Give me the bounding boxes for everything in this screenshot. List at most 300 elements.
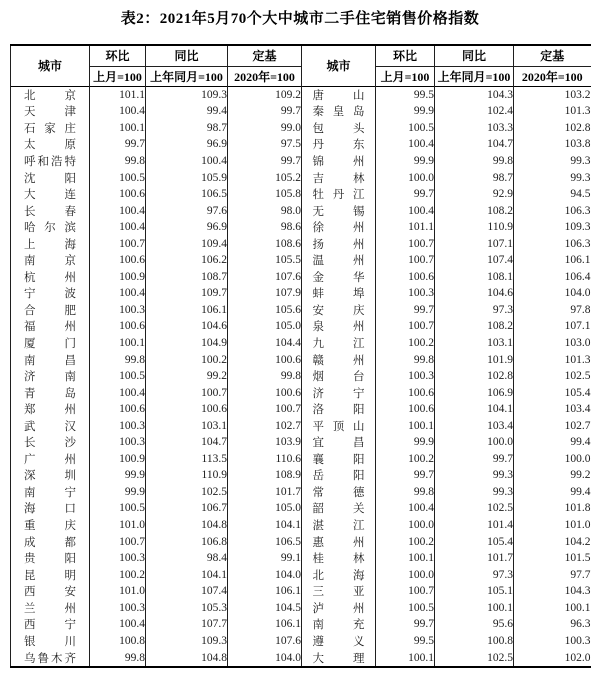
base-value-left: 102.7 [228, 417, 302, 434]
yoy-value-right: 107.4 [435, 252, 514, 269]
mom-value-left: 99.9 [90, 467, 146, 484]
table-header [11, 45, 591, 86]
city-cell-right [302, 500, 376, 517]
yoy-value-left: 96.9 [146, 219, 228, 236]
city-name: 西宁 [24, 619, 76, 632]
mom-value-left: 101.0 [90, 583, 146, 600]
city-name: 安庆 [312, 304, 365, 317]
city-name: 大连 [24, 189, 76, 202]
mom-value-left: 101.1 [90, 86, 146, 103]
base-value-right: 99.4 [514, 484, 591, 501]
mom-value-right: 99.9 [376, 103, 435, 120]
city-cell-left [11, 351, 90, 368]
col-subheader-base-left: 2020年=100 [228, 66, 302, 86]
mom-value-right: 99.7 [376, 186, 435, 203]
city-name: 包头 [312, 122, 365, 135]
base-value-right: 102.8 [514, 120, 591, 137]
yoy-value-right: 99.3 [435, 467, 514, 484]
city-name: 牡丹江 [312, 189, 365, 202]
yoy-value-left: 100.6 [146, 401, 228, 418]
mom-value-left: 100.1 [90, 335, 146, 352]
table-row [11, 434, 591, 451]
table-row [11, 103, 591, 120]
table-row [11, 202, 591, 219]
yoy-value-left: 106.1 [146, 302, 228, 319]
city-name: 秦皇岛 [312, 106, 365, 119]
city-name: 济南 [24, 371, 76, 384]
base-value-left: 105.0 [228, 318, 302, 335]
col-subheader-yoy-right: 上年同月=100 [435, 66, 514, 86]
base-value-left: 110.6 [228, 451, 302, 468]
table-row [11, 533, 591, 550]
city-cell-right [302, 417, 376, 434]
yoy-value-left: 108.7 [146, 269, 228, 286]
table-row [11, 517, 591, 534]
mom-value-right: 100.4 [376, 202, 435, 219]
city-name: 九江 [312, 337, 365, 350]
mom-value-left: 100.4 [90, 219, 146, 236]
city-name: 唐山 [312, 89, 365, 102]
base-value-left: 100.6 [228, 384, 302, 401]
base-value-left: 105.8 [228, 186, 302, 203]
city-cell-right [302, 169, 376, 186]
col-header-city-left: 城市 [11, 45, 90, 86]
table-row [11, 649, 591, 667]
city-cell-right [302, 120, 376, 137]
base-value-left: 103.9 [228, 434, 302, 451]
city-cell-right [302, 335, 376, 352]
table-row [11, 235, 591, 252]
city-name: 锦州 [312, 155, 365, 168]
yoy-value-right: 99.7 [435, 451, 514, 468]
base-value-left: 104.4 [228, 335, 302, 352]
yoy-value-right: 101.9 [435, 351, 514, 368]
city-cell-left [11, 583, 90, 600]
table-row [11, 417, 591, 434]
yoy-value-left: 100.4 [146, 153, 228, 170]
base-value-right: 102.7 [514, 417, 591, 434]
mom-value-right: 99.9 [376, 153, 435, 170]
base-value-right: 101.8 [514, 500, 591, 517]
city-cell-left [11, 566, 90, 583]
city-cell-right [302, 467, 376, 484]
yoy-value-left: 110.9 [146, 467, 228, 484]
table-row [11, 186, 591, 203]
city-cell-left [11, 467, 90, 484]
mom-value-right: 100.4 [376, 136, 435, 153]
city-cell-left [11, 120, 90, 137]
yoy-value-left: 104.8 [146, 649, 228, 667]
mom-value-right: 100.7 [376, 235, 435, 252]
city-cell-right [302, 368, 376, 385]
yoy-value-right: 100.8 [435, 633, 514, 650]
yoy-value-right: 108.1 [435, 269, 514, 286]
table-row [11, 335, 591, 352]
yoy-value-right: 100.0 [435, 434, 514, 451]
col-header-city-right: 城市 [302, 45, 376, 86]
city-cell-right [302, 633, 376, 650]
yoy-value-right: 101.7 [435, 550, 514, 567]
mom-value-right: 100.0 [376, 517, 435, 534]
city-name: 石家庄 [24, 122, 76, 135]
city-cell-right [302, 302, 376, 319]
base-value-right: 104.2 [514, 533, 591, 550]
mom-value-right: 101.1 [376, 219, 435, 236]
mom-value-left: 100.6 [90, 252, 146, 269]
table-row [11, 252, 591, 269]
city-name: 郑州 [24, 404, 76, 417]
city-cell-right [302, 384, 376, 401]
city-name: 桂林 [312, 553, 365, 566]
table-row [11, 269, 591, 286]
table-row [11, 384, 591, 401]
base-value-left: 97.5 [228, 136, 302, 153]
city-name: 武汉 [24, 420, 76, 433]
yoy-value-right: 102.5 [435, 500, 514, 517]
yoy-value-right: 97.3 [435, 302, 514, 319]
city-cell-right [302, 103, 376, 120]
base-value-right: 103.8 [514, 136, 591, 153]
table-row [11, 550, 591, 567]
base-value-left: 99.7 [228, 103, 302, 120]
yoy-value-right: 98.7 [435, 169, 514, 186]
page-title: 表2：2021年5月70个大中城市二手住宅销售价格指数 [120, 11, 480, 27]
yoy-value-right: 92.9 [435, 186, 514, 203]
table-row [11, 368, 591, 385]
city-cell-right [302, 235, 376, 252]
base-value-left: 108.9 [228, 467, 302, 484]
yoy-value-right: 102.8 [435, 368, 514, 385]
city-cell-right [302, 649, 376, 667]
base-value-right: 103.4 [514, 401, 591, 418]
base-value-left: 100.6 [228, 351, 302, 368]
base-value-right: 99.3 [514, 169, 591, 186]
mom-value-left: 100.4 [90, 384, 146, 401]
mom-value-left: 100.7 [90, 533, 146, 550]
city-cell-left [11, 153, 90, 170]
base-value-left: 104.0 [228, 566, 302, 583]
mom-value-left: 99.8 [90, 351, 146, 368]
mom-value-left: 100.7 [90, 235, 146, 252]
base-value-right: 101.3 [514, 351, 591, 368]
mom-value-right: 100.0 [376, 566, 435, 583]
base-value-left: 105.6 [228, 302, 302, 319]
city-name: 西安 [24, 586, 76, 599]
base-value-left: 108.6 [228, 235, 302, 252]
base-value-right: 106.4 [514, 269, 591, 286]
yoy-value-right: 108.2 [435, 318, 514, 335]
base-value-right: 97.8 [514, 302, 591, 319]
yoy-value-right: 95.6 [435, 616, 514, 633]
table-body [11, 86, 591, 667]
city-name: 厦门 [24, 337, 76, 350]
mom-value-left: 100.3 [90, 417, 146, 434]
mom-value-right: 99.5 [376, 86, 435, 103]
yoy-value-left: 99.4 [146, 103, 228, 120]
city-name: 昆明 [24, 569, 76, 582]
yoy-value-left: 97.6 [146, 202, 228, 219]
yoy-value-left: 103.1 [146, 417, 228, 434]
base-value-left: 101.7 [228, 484, 302, 501]
table-row [11, 169, 591, 186]
base-value-left: 106.1 [228, 616, 302, 633]
col-subheader-mom-right: 上月=100 [376, 66, 435, 86]
city-name: 海口 [24, 503, 76, 516]
city-name: 上海 [24, 238, 76, 251]
table-row [11, 467, 591, 484]
city-cell-left [11, 302, 90, 319]
mom-value-right: 100.6 [376, 401, 435, 418]
base-value-right: 106.1 [514, 252, 591, 269]
city-name: 岳阳 [312, 470, 365, 483]
city-name: 太原 [24, 139, 76, 152]
city-name: 济宁 [312, 387, 365, 400]
base-value-right: 97.7 [514, 566, 591, 583]
city-cell-left [11, 401, 90, 418]
city-cell-left [11, 169, 90, 186]
city-cell-right [302, 550, 376, 567]
base-value-right: 102.5 [514, 368, 591, 385]
city-cell-left [11, 235, 90, 252]
city-name: 惠州 [312, 536, 365, 549]
yoy-value-right: 100.1 [435, 599, 514, 616]
mom-value-left: 99.8 [90, 153, 146, 170]
yoy-value-left: 100.7 [146, 384, 228, 401]
city-cell-left [11, 649, 90, 667]
city-cell-right [302, 616, 376, 633]
base-value-right: 100.1 [514, 599, 591, 616]
base-value-left: 99.1 [228, 550, 302, 567]
mom-value-left: 100.4 [90, 202, 146, 219]
base-value-right: 96.3 [514, 616, 591, 633]
mom-value-right: 100.5 [376, 120, 435, 137]
mom-value-right: 100.7 [376, 318, 435, 335]
mom-value-left: 100.5 [90, 500, 146, 517]
base-value-right: 103.2 [514, 86, 591, 103]
city-cell-right [302, 434, 376, 451]
mom-value-left: 100.6 [90, 186, 146, 203]
city-name: 泸州 [312, 602, 365, 615]
table-row [11, 153, 591, 170]
table-row [11, 451, 591, 468]
col-header-yoy-right: 同比 [435, 45, 514, 66]
city-name: 湛江 [312, 520, 365, 532]
mom-value-right: 100.3 [376, 368, 435, 385]
yoy-value-left: 104.1 [146, 566, 228, 583]
city-cell-right [302, 318, 376, 335]
base-value-left: 98.0 [228, 202, 302, 219]
yoy-value-left: 104.9 [146, 335, 228, 352]
city-cell-left [11, 86, 90, 103]
city-name: 广州 [24, 453, 76, 466]
mom-value-right: 100.4 [376, 500, 435, 517]
yoy-value-left: 104.8 [146, 517, 228, 534]
mom-value-right: 100.0 [376, 169, 435, 186]
city-cell-right [302, 202, 376, 219]
yoy-value-right: 108.2 [435, 202, 514, 219]
base-value-left: 104.1 [228, 517, 302, 534]
mom-value-right: 100.2 [376, 335, 435, 352]
city-name: 赣州 [312, 354, 365, 367]
yoy-value-left: 100.2 [146, 351, 228, 368]
mom-value-left: 100.3 [90, 550, 146, 567]
city-cell-right [302, 599, 376, 616]
city-cell-right [302, 285, 376, 302]
city-name: 常德 [312, 486, 365, 499]
base-value-right: 99.3 [514, 153, 591, 170]
mom-value-right: 99.8 [376, 351, 435, 368]
table-row [11, 86, 591, 103]
city-name: 三亚 [312, 586, 365, 599]
city-name: 北海 [312, 569, 365, 582]
yoy-value-right: 104.3 [435, 86, 514, 103]
table-row [11, 302, 591, 319]
mom-value-right: 99.8 [376, 484, 435, 501]
city-cell-left [11, 269, 90, 286]
base-value-left: 100.7 [228, 401, 302, 418]
col-header-mom-left: 环比 [90, 45, 146, 66]
city-cell-right [302, 252, 376, 269]
table-row [11, 351, 591, 368]
city-cell-right [302, 351, 376, 368]
city-cell-left [11, 384, 90, 401]
city-name: 沈阳 [24, 172, 76, 185]
city-cell-right [302, 484, 376, 501]
mom-value-left: 100.9 [90, 451, 146, 468]
city-name: 遵义 [312, 635, 365, 648]
mom-value-right: 99.7 [376, 467, 435, 484]
base-value-right: 103.0 [514, 335, 591, 352]
base-value-right: 104.3 [514, 583, 591, 600]
base-value-right: 99.2 [514, 467, 591, 484]
yoy-value-right: 104.7 [435, 136, 514, 153]
base-value-left: 106.5 [228, 533, 302, 550]
city-cell-left [11, 368, 90, 385]
table-row [11, 318, 591, 335]
city-name: 洛阳 [312, 404, 365, 417]
mom-value-right: 100.5 [376, 599, 435, 616]
city-cell-left [11, 533, 90, 550]
mom-value-left: 100.3 [90, 302, 146, 319]
price-index-table [10, 44, 591, 668]
base-value-left: 107.6 [228, 633, 302, 650]
yoy-value-left: 105.9 [146, 169, 228, 186]
city-cell-left [11, 550, 90, 567]
col-header-yoy-left: 同比 [146, 45, 228, 66]
city-name: 哈尔滨 [24, 222, 76, 235]
mom-value-left: 100.2 [90, 566, 146, 583]
mom-value-right: 100.1 [376, 550, 435, 567]
city-cell-left [11, 335, 90, 352]
city-name: 南宁 [24, 486, 76, 499]
base-value-right: 100.3 [514, 633, 591, 650]
yoy-value-left: 106.5 [146, 186, 228, 203]
yoy-value-right: 105.4 [435, 533, 514, 550]
table-row [11, 500, 591, 517]
city-name: 银川 [24, 635, 76, 648]
city-cell-right [302, 451, 376, 468]
yoy-value-left: 96.9 [146, 136, 228, 153]
base-value-left: 109.2 [228, 86, 302, 103]
city-name: 青岛 [24, 387, 76, 400]
city-name: 成都 [24, 536, 76, 549]
table-row [11, 583, 591, 600]
city-name: 福州 [24, 321, 76, 334]
mom-value-left: 100.4 [90, 103, 146, 120]
city-cell-right [302, 86, 376, 103]
city-name: 无锡 [312, 205, 365, 218]
city-cell-right [302, 269, 376, 286]
city-name: 合肥 [24, 304, 76, 317]
city-cell-right [302, 583, 376, 600]
yoy-value-left: 109.4 [146, 235, 228, 252]
yoy-value-left: 104.7 [146, 434, 228, 451]
city-name: 南昌 [24, 354, 76, 367]
yoy-value-right: 106.9 [435, 384, 514, 401]
table-row [11, 136, 591, 153]
city-cell-left [11, 633, 90, 650]
base-value-right: 107.1 [514, 318, 591, 335]
table-row [11, 219, 591, 236]
city-name: 长沙 [24, 437, 76, 450]
table-row [11, 401, 591, 418]
base-value-right: 106.3 [514, 235, 591, 252]
city-name: 丹东 [312, 139, 365, 152]
table-row [11, 616, 591, 633]
city-cell-left [11, 434, 90, 451]
yoy-value-left: 99.2 [146, 368, 228, 385]
table-row [11, 285, 591, 302]
base-value-right: 102.0 [514, 649, 591, 667]
city-name: 吉林 [312, 172, 365, 185]
col-subheader-mom-left: 上月=100 [90, 66, 146, 86]
yoy-value-left: 107.4 [146, 583, 228, 600]
city-cell-left [11, 517, 90, 534]
city-name: 韶关 [312, 503, 365, 516]
yoy-value-left: 109.7 [146, 285, 228, 302]
mom-value-right: 100.7 [376, 252, 435, 269]
city-name: 南充 [312, 619, 365, 632]
mom-value-left: 99.7 [90, 136, 146, 153]
yoy-value-right: 103.3 [435, 120, 514, 137]
base-value-left: 106.1 [228, 583, 302, 600]
city-cell-left [11, 417, 90, 434]
mom-value-left: 100.8 [90, 633, 146, 650]
base-value-right: 99.4 [514, 434, 591, 451]
city-name: 南京 [24, 255, 76, 268]
city-name: 乌鲁木齐 [24, 652, 76, 665]
city-name: 长春 [24, 205, 76, 218]
mom-value-right: 100.2 [376, 451, 435, 468]
city-name: 大理 [312, 652, 365, 665]
mom-value-left: 100.4 [90, 285, 146, 302]
yoy-value-left: 113.5 [146, 451, 228, 468]
yoy-value-right: 103.4 [435, 417, 514, 434]
city-cell-right [302, 566, 376, 583]
mom-value-left: 101.0 [90, 517, 146, 534]
yoy-value-left: 106.2 [146, 252, 228, 269]
base-value-left: 104.5 [228, 599, 302, 616]
city-name: 呼和浩特 [24, 155, 76, 168]
city-cell-right [302, 401, 376, 418]
yoy-value-left: 104.6 [146, 318, 228, 335]
city-name: 烟台 [312, 371, 365, 384]
table-row [11, 484, 591, 501]
mom-value-right: 100.3 [376, 285, 435, 302]
mom-value-left: 99.8 [90, 649, 146, 667]
base-value-right: 101.0 [514, 517, 591, 534]
yoy-value-right: 101.4 [435, 517, 514, 534]
